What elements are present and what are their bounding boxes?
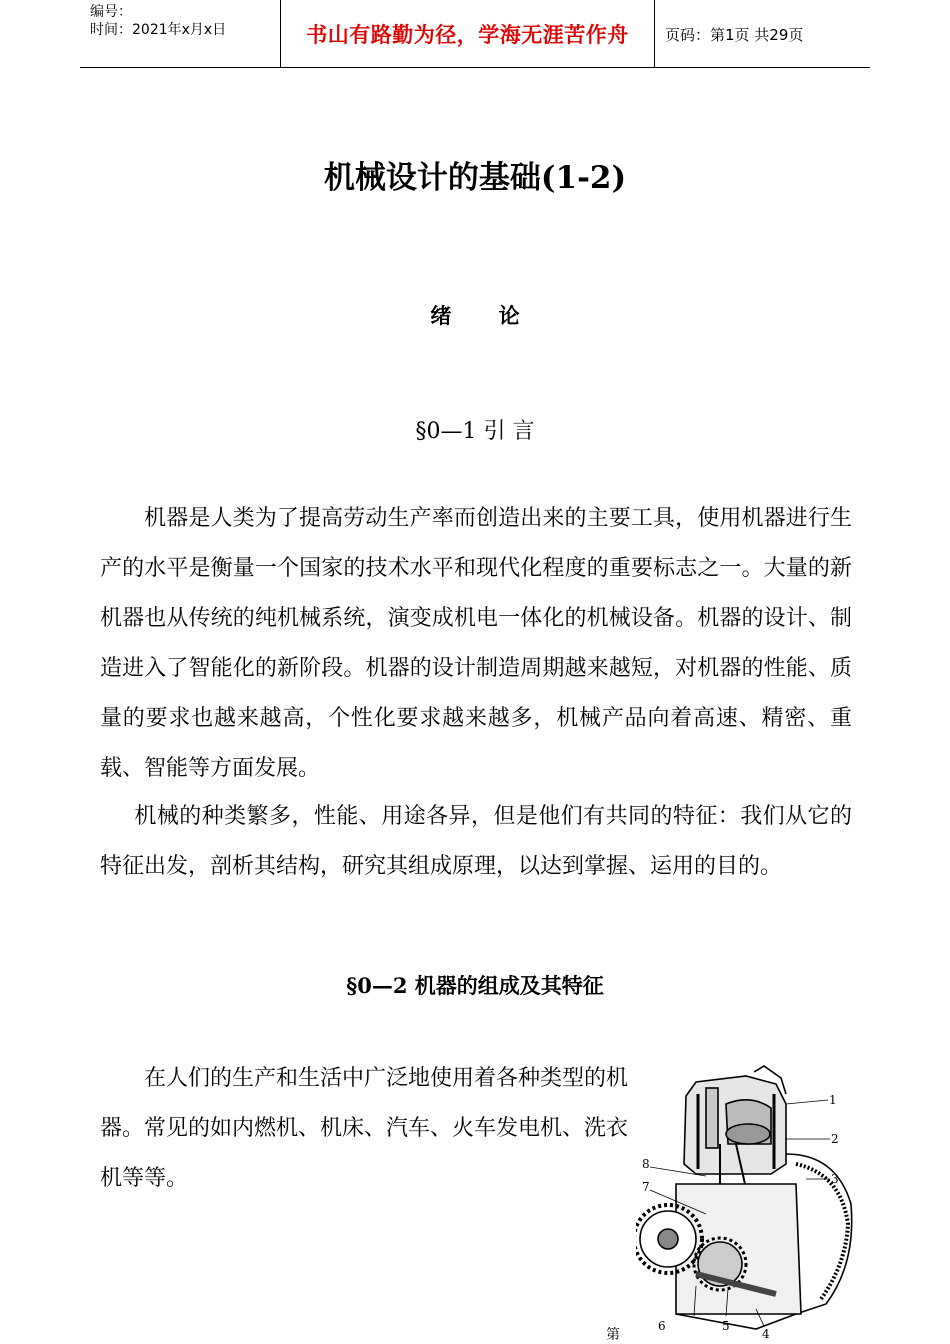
page-footer-fragment: 第 (606, 1327, 620, 1343)
figure-label-1: 1 (829, 1093, 837, 1107)
section-heading-intro: §0—1 引 言 (415, 419, 535, 444)
doc-time-label: 时间：2021年x月x日 (90, 22, 227, 38)
chapter-heading: 绪 论 (430, 303, 520, 328)
paragraph-intro (100, 494, 852, 794)
header-meta (80, 0, 281, 68)
doc-number-label: 编号： (90, 4, 132, 20)
paragraph-features (100, 792, 852, 892)
figure-label-7: 7 (642, 1180, 650, 1194)
figure-label-8: 8 (642, 1157, 650, 1171)
figure-label-3: 3 (831, 1172, 839, 1186)
figure-label-6: 6 (658, 1319, 666, 1333)
paragraph-intro-text: 机器是人类为了提高劳动生产率而创造出来的主要工具，使用机器进行生产的水平是衡量一个国家的技术水平和现代化程度的重要标志之一。大量的新机器也从传统的纯机械系统，演变成机电一体化的机械设备。机器的设计、制造进入了智能化的新阶段。机器的设计制造周期越来越短，对机器的性能、质量的要求也越来越高，个性化要求越来越多，机械产品向着高速、精密、重载、智能等方面发展。 (100, 506, 852, 781)
section-heading-composition: §0—2 机器的组成及其特征 (346, 973, 604, 998)
paragraph-machines (100, 1054, 635, 1204)
document-title: 机械设计的基础(1-2) (323, 160, 627, 196)
header-motto: 书山有路勤为径，学海无涯苦作舟 (281, 0, 655, 68)
page-header (80, 0, 870, 68)
engine-diagram (636, 1064, 868, 1344)
header-page-info: 页码：第1页 共29页 (665, 26, 804, 44)
paragraph-machines-text: 在人们的生产和生活中广泛地使用着各种类型的机器。常见的如内燃机、机床、汽车、火车发电机、洗衣机等等。 (100, 1066, 629, 1191)
paragraph-features-text: 机械的种类繁多，性能、用途各异，但是他们有共同的特征：我们从它的特征出发，剖析其结构，研究其组成原理，以达到掌握、运用的目的。 (100, 804, 852, 879)
figure-label-4: 4 (762, 1327, 770, 1341)
figure-label-2: 2 (831, 1132, 839, 1146)
figure-label-5: 5 (722, 1319, 730, 1333)
